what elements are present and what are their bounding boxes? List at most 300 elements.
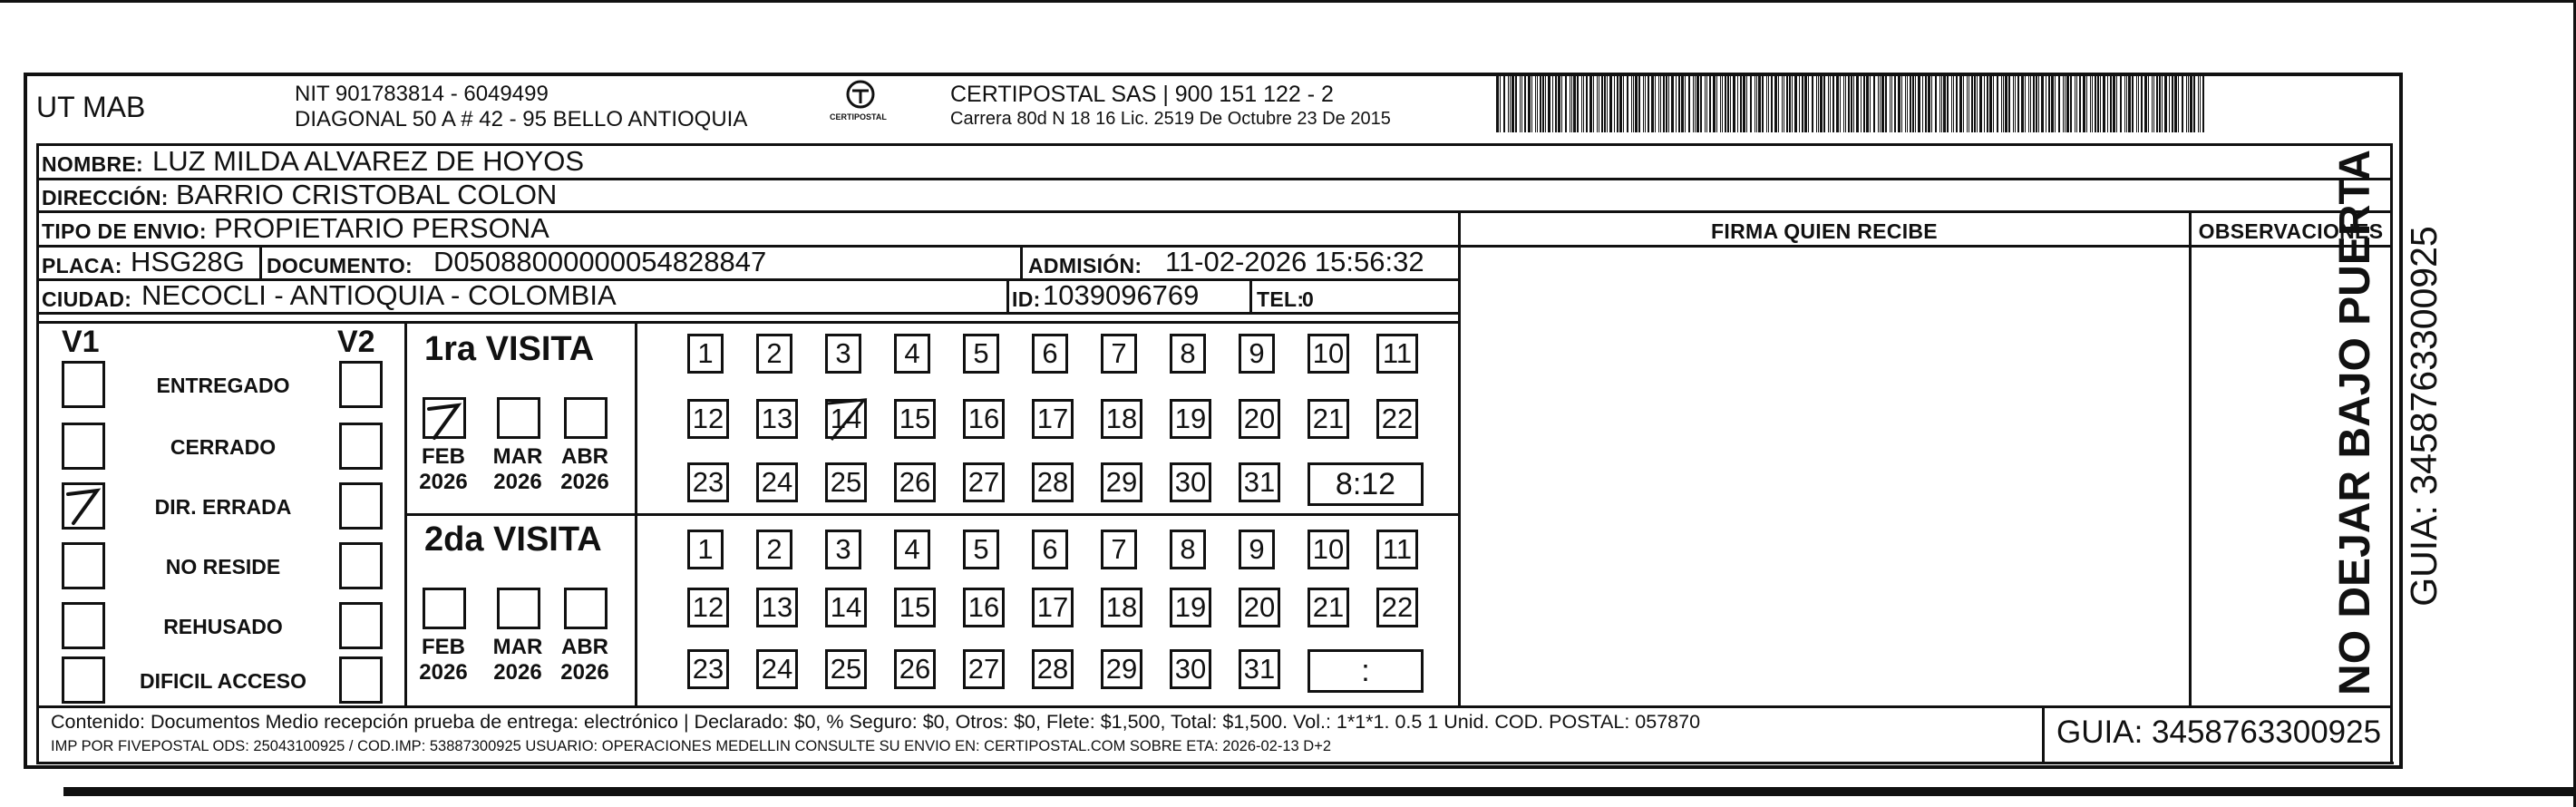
col-line <box>1458 210 1461 705</box>
v2-checkbox[interactable] <box>339 482 383 530</box>
barcode-bar <box>2136 73 2137 132</box>
barcode-bar <box>2116 73 2117 132</box>
barcode-bar <box>1792 73 1793 132</box>
time-box[interactable]: 8:12 <box>1307 462 1424 506</box>
barcode-bar <box>1856 73 1859 132</box>
day-box[interactable]: 20 <box>1239 399 1280 439</box>
barcode-bar <box>2066 73 2069 132</box>
status-option-label: DIR. ERRADA <box>154 495 292 519</box>
day-box[interactable]: 5 <box>963 530 999 569</box>
day-box[interactable]: 17 <box>1032 588 1074 627</box>
barcode-bar <box>1808 73 1809 132</box>
barcode-bar <box>1967 73 1968 132</box>
barcode-bar <box>1627 73 1628 132</box>
barcode-bar <box>2051 73 2054 132</box>
barcode-bar <box>1577 73 1579 132</box>
month-checkbox[interactable] <box>423 588 466 629</box>
barcode-bar <box>1968 73 1969 132</box>
barcode-bar <box>2083 73 2085 132</box>
barcode-bar <box>1531 73 1532 132</box>
barcode-bar <box>1925 73 1927 132</box>
month-checkbox[interactable] <box>497 588 540 629</box>
footer-content: Contenido: Documentos Medio recepción prueba de entrega: electrónico | Declarado: $0, % Seguro: $0, Otros: $0, Flete: $1,500, Total: $1,500. Vol.: 1*1*1. 0.5 1 Unid. COD. POSTAL: 057870 <box>51 711 1701 733</box>
barcode-bar <box>2126 73 2127 132</box>
barcode-bar <box>1993 73 1994 132</box>
barcode-bar <box>2079 73 2081 132</box>
barcode-bar <box>1912 73 1914 132</box>
barcode-bar <box>1671 73 1674 132</box>
sender-name: UT MAB <box>36 91 146 123</box>
tel-label: TEL: <box>1257 287 1305 311</box>
barcode-bar <box>2144 73 2147 132</box>
row-line <box>404 513 1460 516</box>
barcode-bar <box>2198 73 2199 132</box>
documento-label: DOCUMENTO: <box>267 254 413 277</box>
barcode-bar <box>1941 73 1942 132</box>
barcode-bar <box>2159 73 2161 132</box>
month-checkbox[interactable] <box>564 588 608 629</box>
barcode-bar <box>2164 73 2167 132</box>
ciudad-label: CIUDAD: <box>42 287 132 311</box>
barcode-bar <box>2190 73 2192 132</box>
barcode-bar <box>1583 73 1584 132</box>
barcode-bar <box>2174 73 2177 132</box>
barcode-bar <box>1987 73 1988 132</box>
day-box[interactable]: 18 <box>1101 588 1142 627</box>
day-box[interactable]: 26 <box>894 462 936 502</box>
day-box[interactable]: 18 <box>1101 399 1142 439</box>
v2-header: V2 <box>337 325 375 359</box>
barcode-bar <box>1643 73 1644 132</box>
barcode-bar <box>1956 73 1958 132</box>
barcode-bar <box>2025 73 2026 132</box>
placa-label: PLACA: <box>42 254 122 277</box>
barcode-bar <box>1881 73 1884 132</box>
day-box[interactable]: 11 <box>1376 334 1418 374</box>
day-box[interactable]: 24 <box>756 462 798 502</box>
barcode-bar <box>1552 73 1553 132</box>
side-guia: GUIA: 3458763300925 <box>2403 226 2445 607</box>
v2-checkbox[interactable] <box>339 602 383 649</box>
month-label: MAR 2026 <box>492 635 543 685</box>
month-label: ABR 2026 <box>560 444 609 494</box>
barcode-bar <box>2015 73 2016 132</box>
day-box[interactable]: 24 <box>756 649 798 689</box>
col-line <box>259 245 262 278</box>
day-box[interactable]: 6 <box>1032 530 1068 569</box>
barcode-bar <box>2202 73 2204 132</box>
tipo-envio-label: TIPO DE ENVIO: <box>42 219 207 243</box>
barcode-bar <box>1503 73 1505 132</box>
barcode-bar <box>2138 73 2139 132</box>
barcode-bar <box>1500 73 1501 132</box>
month-label: FEB 2026 <box>419 444 468 494</box>
barcode-bar <box>2028 73 2029 132</box>
barcode-bar <box>1648 73 1649 132</box>
barcode-bar <box>2086 73 2087 132</box>
barcode-bar <box>1997 73 1998 132</box>
barcode-bar <box>2124 73 2125 132</box>
barcode-bar <box>2003 73 2004 132</box>
day-box[interactable]: 14 <box>825 588 867 627</box>
day-box[interactable]: 28 <box>1032 649 1074 689</box>
barcode-bar <box>1873 73 1875 132</box>
row-line <box>36 312 1460 315</box>
barcode-bar <box>1678 73 1680 132</box>
barcode-bar <box>1555 73 1557 132</box>
barcode-bar <box>1953 73 1954 132</box>
day-box[interactable]: 23 <box>687 649 729 689</box>
barcode-bar <box>1619 73 1622 132</box>
month-checkbox[interactable] <box>497 397 540 439</box>
nombre-value: LUZ MILDA ALVAREZ DE HOYOS <box>152 145 585 177</box>
day-box[interactable]: 21 <box>1307 399 1349 439</box>
barcode-bar <box>1782 73 1783 132</box>
month-checkbox[interactable] <box>423 397 466 439</box>
nombre-label: NOMBRE: <box>42 152 143 176</box>
row-line <box>36 705 2390 708</box>
barcode-bar <box>1693 73 1694 132</box>
day-box[interactable]: 17 <box>1032 399 1074 439</box>
footer-print-info: IMP POR FIVEPOSTAL ODS: 25043100925 / COD.IMP: 53887300925 USUARIO: OPERACIONES MEDELLIN CONSULTE SU ENVIO EN: CERTIPOSTAL.COM SOBRE ETA: 2026-02-13 D+2 <box>51 738 1332 754</box>
barcode-bar <box>1558 73 1560 132</box>
barcode-bar <box>2017 73 2019 132</box>
id-label: ID: <box>1012 287 1041 311</box>
day-box[interactable]: 23 <box>687 462 729 502</box>
barcode-bar <box>1778 73 1779 132</box>
barcode-bar <box>1515 73 1517 132</box>
barcode-bar <box>1688 73 1690 132</box>
barcode-bar <box>1537 73 1538 132</box>
day-box[interactable]: 15 <box>894 588 936 627</box>
placa-value: HSG28G <box>131 246 245 277</box>
day-box[interactable]: 31 <box>1239 649 1280 689</box>
v2-checkbox[interactable] <box>339 656 383 704</box>
barcode-bar <box>1593 73 1594 132</box>
month-checkbox[interactable] <box>564 397 608 439</box>
v1-checkbox[interactable] <box>62 656 105 704</box>
barcode-bar <box>1898 73 1900 132</box>
day-box[interactable]: 1 <box>687 334 724 374</box>
bottom-shadow <box>63 787 2576 796</box>
barcode-bar <box>2005 73 2007 132</box>
ciudad-value: NECOCLI - ANTIOQUIA - COLOMBIA <box>141 279 617 311</box>
month-label: FEB 2026 <box>419 635 468 685</box>
barcode-bar <box>2110 73 2112 132</box>
documento-value: D05088000000054828847 <box>433 246 767 277</box>
barcode-bar <box>1915 73 1916 132</box>
v1-checkbox[interactable] <box>62 602 105 649</box>
barcode-bar <box>1528 73 1531 132</box>
v2-checkbox[interactable] <box>339 361 383 408</box>
day-box[interactable]: 30 <box>1170 462 1211 502</box>
barcode-bar <box>1832 73 1834 132</box>
day-box[interactable]: 10 <box>1307 530 1349 569</box>
barcode-bar <box>1727 73 1729 132</box>
barcode-bar <box>1597 73 1598 132</box>
logo-text: CERTIPOSTAL <box>830 112 887 122</box>
barcode-bar <box>1771 73 1773 132</box>
day-box[interactable]: 2 <box>756 334 792 374</box>
sender-address: DIAGONAL 50 A # 42 - 95 BELLO ANTIOQUIA <box>295 107 748 131</box>
barcode-bar <box>1705 73 1706 132</box>
barcode-bar <box>2103 73 2105 132</box>
v2-checkbox[interactable] <box>339 423 383 470</box>
tel-value: 0 <box>1302 287 1315 311</box>
barcode-bar <box>1947 73 1949 132</box>
barcode-bar <box>1666 73 1667 132</box>
day-box[interactable]: 15 <box>894 399 936 439</box>
status-option-label: DIFICIL ACCESO <box>139 669 306 693</box>
barcode-bar <box>1607 73 1608 132</box>
barcode-bar <box>1713 73 1716 132</box>
day-box[interactable]: 29 <box>1101 649 1142 689</box>
barcode-bar <box>2041 73 2044 132</box>
barcode-bar <box>1866 73 1869 132</box>
day-box[interactable]: 27 <box>963 462 1005 502</box>
barcode-bar <box>1853 73 1854 132</box>
v1-checkbox[interactable] <box>62 423 105 470</box>
day-box[interactable]: 10 <box>1307 334 1349 374</box>
barcode-bar <box>1496 73 1499 132</box>
certipostal-logo-icon <box>834 78 887 131</box>
observaciones-header: OBSERVACIONES <box>2198 219 2384 243</box>
barcode-bar <box>1561 73 1562 132</box>
visita2-title: 2da VISITA <box>424 520 602 559</box>
direccion-value: BARRIO CRISTOBAL COLON <box>176 179 558 210</box>
barcode-bar <box>2178 73 2179 132</box>
barcode-bar <box>1894 73 1896 132</box>
barcode-bar <box>2070 73 2072 132</box>
day-box[interactable]: 21 <box>1307 588 1349 627</box>
footer-guia: GUIA: 3458763300925 <box>2056 715 2382 750</box>
barcode-bar <box>2033 73 2035 132</box>
col-line <box>1020 245 1023 278</box>
day-box[interactable]: 4 <box>894 334 930 374</box>
day-box[interactable]: 3 <box>825 530 861 569</box>
barcode-bar <box>1730 73 1731 132</box>
col-line <box>2042 705 2045 762</box>
barcode-bar <box>1762 73 1764 132</box>
day-box[interactable]: 12 <box>687 399 729 439</box>
barcode-bar <box>2092 73 2093 132</box>
day-box[interactable]: 19 <box>1170 399 1211 439</box>
barcode-bar <box>1845 73 1846 132</box>
day-box[interactable]: 13 <box>756 399 798 439</box>
barcode-bar <box>1959 73 1962 132</box>
barcode-bar <box>1521 73 1522 132</box>
v1-header: V1 <box>62 325 100 359</box>
v2-checkbox[interactable] <box>339 542 383 589</box>
barcode-bar <box>1740 73 1742 132</box>
barcode-bar <box>1548 73 1550 132</box>
barcode-bar <box>2008 73 2010 132</box>
day-box[interactable]: 19 <box>1170 588 1211 627</box>
id-value: 1039096769 <box>1043 279 1200 311</box>
barcode-bar <box>1890 73 1891 132</box>
barcode-bar <box>2188 73 2189 132</box>
barcode-bar <box>1816 73 1817 132</box>
barcode-bar <box>2100 73 2101 132</box>
barcode-bar <box>1676 73 1677 132</box>
barcode-bar <box>1918 73 1920 132</box>
barcode-bar <box>1617 73 1619 132</box>
barcode-bar <box>2058 73 2060 132</box>
barcode-bar <box>1655 73 1656 132</box>
day-box[interactable]: 30 <box>1170 649 1211 689</box>
barcode-bar <box>1709 73 1711 132</box>
time-box[interactable]: : <box>1307 649 1424 693</box>
barcode-bar <box>1971 73 1973 132</box>
barcode-bar <box>2141 73 2143 132</box>
barcode-bar <box>1508 73 1509 132</box>
barcode-bar <box>1658 73 1659 132</box>
v1-checkbox[interactable] <box>62 542 105 589</box>
day-box[interactable]: 9 <box>1239 334 1275 374</box>
barcode-bar <box>2186 73 2187 132</box>
barcode-bar <box>1685 73 1686 132</box>
barcode-bar <box>1733 73 1735 132</box>
barcode-bar <box>2095 73 2096 132</box>
day-box[interactable]: 22 <box>1376 588 1418 627</box>
barcode-bar <box>1789 73 1791 132</box>
barcode-bar <box>1799 73 1800 132</box>
barcode-bar <box>2148 73 2149 132</box>
barcode-bar <box>2001 73 2002 132</box>
barcode-bar <box>1979 73 1982 132</box>
barcode-bar <box>1700 73 1702 132</box>
barcode-bar <box>1885 73 1887 132</box>
barcode-bar <box>1512 73 1514 132</box>
day-box[interactable]: 5 <box>963 334 999 374</box>
barcode-bar <box>1843 73 1844 132</box>
barcode-bar <box>1951 73 1952 132</box>
barcode-bar <box>1828 73 1829 132</box>
day-box[interactable]: 27 <box>963 649 1005 689</box>
v1-checkbox[interactable] <box>62 361 105 408</box>
barcode-bar <box>1870 73 1871 132</box>
barcode-bar <box>2172 73 2173 132</box>
barcode-bar <box>2132 73 2134 132</box>
barcode-bar <box>1756 73 1757 132</box>
barcode-bar <box>1604 73 1606 132</box>
barcode-bar <box>1565 73 1567 132</box>
barcode-bar <box>1818 73 1819 132</box>
barcode-bar <box>1922 73 1923 132</box>
day-box[interactable]: 7 <box>1101 334 1137 374</box>
day-box[interactable]: 8 <box>1170 334 1206 374</box>
day-box[interactable]: 20 <box>1239 588 1280 627</box>
day-box[interactable]: 11 <box>1376 530 1418 569</box>
col-line <box>36 143 39 763</box>
barcode-bar <box>2021 73 2024 132</box>
barcode-bar <box>2107 73 2108 132</box>
day-box[interactable]: 2 <box>756 530 792 569</box>
day-box[interactable]: 8 <box>1170 530 1206 569</box>
barcode-bar <box>1928 73 1930 132</box>
barcode-bar <box>1540 73 1541 132</box>
barcode-bar <box>1851 73 1852 132</box>
barcode-bar <box>1907 73 1908 132</box>
barcode-bar <box>1743 73 1745 132</box>
day-box[interactable]: 7 <box>1101 530 1137 569</box>
day-box[interactable]: 12 <box>687 588 729 627</box>
barcode-bar <box>1823 73 1825 132</box>
admision-label: ADMISIÓN: <box>1028 254 1142 277</box>
day-box[interactable]: 3 <box>825 334 861 374</box>
day-box[interactable]: 26 <box>894 649 936 689</box>
barcode-bar <box>1746 73 1747 132</box>
barcode-bar <box>1931 73 1932 132</box>
barcode-bar <box>1581 73 1582 132</box>
barcode-bar <box>2128 73 2131 132</box>
barcode-bar <box>2113 73 2115 132</box>
barcode-bar <box>2153 73 2154 132</box>
barcode-bar <box>2038 73 2039 132</box>
barcode-bar <box>1786 73 1788 132</box>
day-box[interactable]: 28 <box>1032 462 1074 502</box>
barcode-bar <box>2162 73 2163 132</box>
day-box[interactable]: 16 <box>963 399 1005 439</box>
barcode-bar <box>2120 73 2122 132</box>
day-box[interactable]: 22 <box>1376 399 1418 439</box>
day-box[interactable]: 13 <box>756 588 798 627</box>
barcode-bar <box>1681 73 1684 132</box>
barcode-bar <box>1586 73 1588 132</box>
barcode-bar <box>1836 73 1839 132</box>
barcode-bar <box>1696 73 1699 132</box>
barcode-bar <box>2156 73 2158 132</box>
barcode-bar <box>2200 73 2201 132</box>
day-box[interactable]: 31 <box>1239 462 1280 502</box>
barcode-bar <box>1737 73 1738 132</box>
day-box[interactable]: 9 <box>1239 530 1275 569</box>
barcode-bar <box>2152 73 2153 132</box>
barcode-bar <box>1880 73 1881 132</box>
barcode-bar <box>1542 73 1544 132</box>
day-box[interactable]: 6 <box>1032 334 1068 374</box>
day-box[interactable]: 14 <box>825 399 867 439</box>
status-option-label: REHUSADO <box>163 615 283 638</box>
barcode <box>1496 73 2212 132</box>
barcode-bar <box>1974 73 1976 132</box>
barcode-bar <box>1935 73 1937 132</box>
day-box[interactable]: 16 <box>963 588 1005 627</box>
barcode-bar <box>1977 73 1978 132</box>
status-option-label: NO RESIDE <box>165 555 281 579</box>
barcode-bar <box>2055 73 2056 132</box>
barcode-bar <box>1939 73 1940 132</box>
visita1-title: 1ra VISITA <box>424 330 595 368</box>
row-line <box>36 762 2394 764</box>
barcode-bar <box>1812 73 1813 132</box>
barcode-bar <box>1878 73 1879 132</box>
side-warning: NO DEJAR BAJO PUERTA <box>2331 150 2379 695</box>
barcode-bar <box>1804 73 1807 132</box>
day-box[interactable]: 4 <box>894 530 930 569</box>
day-box[interactable]: 25 <box>825 462 867 502</box>
barcode-bar <box>1716 73 1717 132</box>
day-box[interactable]: 29 <box>1101 462 1142 502</box>
col-line <box>2390 143 2393 763</box>
day-box[interactable]: 1 <box>687 530 724 569</box>
barcode-bar <box>1623 73 1624 132</box>
barcode-bar <box>1638 73 1640 132</box>
day-box[interactable]: 25 <box>825 649 867 689</box>
barcode-bar <box>1794 73 1797 132</box>
barcode-bar <box>1660 73 1661 132</box>
v1-checkbox[interactable] <box>62 482 105 530</box>
